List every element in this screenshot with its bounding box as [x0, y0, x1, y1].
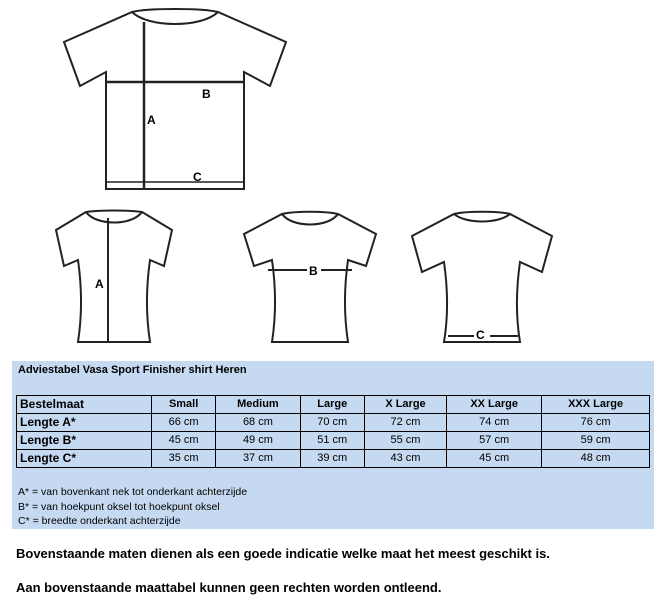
header-xx-large: XX Large [447, 396, 542, 414]
size-table-panel [12, 361, 654, 529]
note-a: A* = van bovenkant nek tot onderkant achterzijde [18, 486, 248, 498]
label-b-women: B [309, 264, 318, 278]
table-cell: 72 cm [364, 414, 446, 432]
table-cell: 51 cm [300, 432, 364, 450]
header-x-large: X Large [364, 396, 446, 414]
table-cell: 68 cm [216, 414, 300, 432]
table-row [17, 414, 650, 432]
note-b: B* = van hoekpunt oksel tot hoekpunt oksel [18, 500, 220, 513]
label-c: C [193, 170, 202, 184]
size-notes [18, 485, 247, 529]
table-cell: 76 cm [542, 414, 650, 432]
label-b: B [202, 87, 211, 101]
table-cell: 35 cm [152, 450, 216, 468]
header-medium: Medium [216, 396, 300, 414]
table-cell: 55 cm [364, 432, 446, 450]
table-cell: 74 cm [447, 414, 542, 432]
shirt-diagram-women-hem [406, 208, 558, 356]
table-cell: 70 cm [300, 414, 364, 432]
shirt-diagram-women-length [44, 208, 184, 356]
size-table [16, 395, 650, 468]
size-table-title: Adviestabel Vasa Sport Finisher shirt Heren [18, 364, 247, 376]
row-label: Lengte B* [17, 432, 152, 450]
header-large: Large [300, 396, 364, 414]
row-label: Lengte C* [17, 450, 152, 468]
footer-indication-text: Bovenstaande maten dienen als een goede indicatie welke maat het meest geschikt is. [16, 546, 550, 561]
shirt-diagram-women-width [230, 208, 390, 356]
table-cell: 59 cm [542, 432, 650, 450]
table-cell: 45 cm [152, 432, 216, 450]
table-cell: 43 cm [364, 450, 446, 468]
table-cell: 48 cm [542, 450, 650, 468]
note-c: C* = breedte onderkant achterzijde [18, 515, 181, 527]
table-row [17, 450, 650, 468]
table-row [17, 432, 650, 450]
table-cell: 45 cm [447, 450, 542, 468]
header-xxx-large: XXX Large [542, 396, 650, 414]
header-bestelmaat: Bestelmaat [17, 396, 152, 414]
label-a: A [147, 113, 156, 127]
table-cell: 66 cm [152, 414, 216, 432]
row-label: Lengte A* [17, 414, 152, 432]
label-a-women: A [95, 277, 104, 291]
table-cell: 37 cm [216, 450, 300, 468]
header-small: Small [152, 396, 216, 414]
table-cell: 57 cm [447, 432, 542, 450]
table-header-row [17, 396, 650, 414]
footer-disclaimer-text: Aan bovenstaande maattabel kunnen geen rechten worden ontleend. [16, 580, 442, 595]
table-cell: 49 cm [216, 432, 300, 450]
table-cell: 39 cm [300, 450, 364, 468]
label-c-women: C [476, 328, 485, 342]
shirt-diagram-men [60, 6, 290, 196]
